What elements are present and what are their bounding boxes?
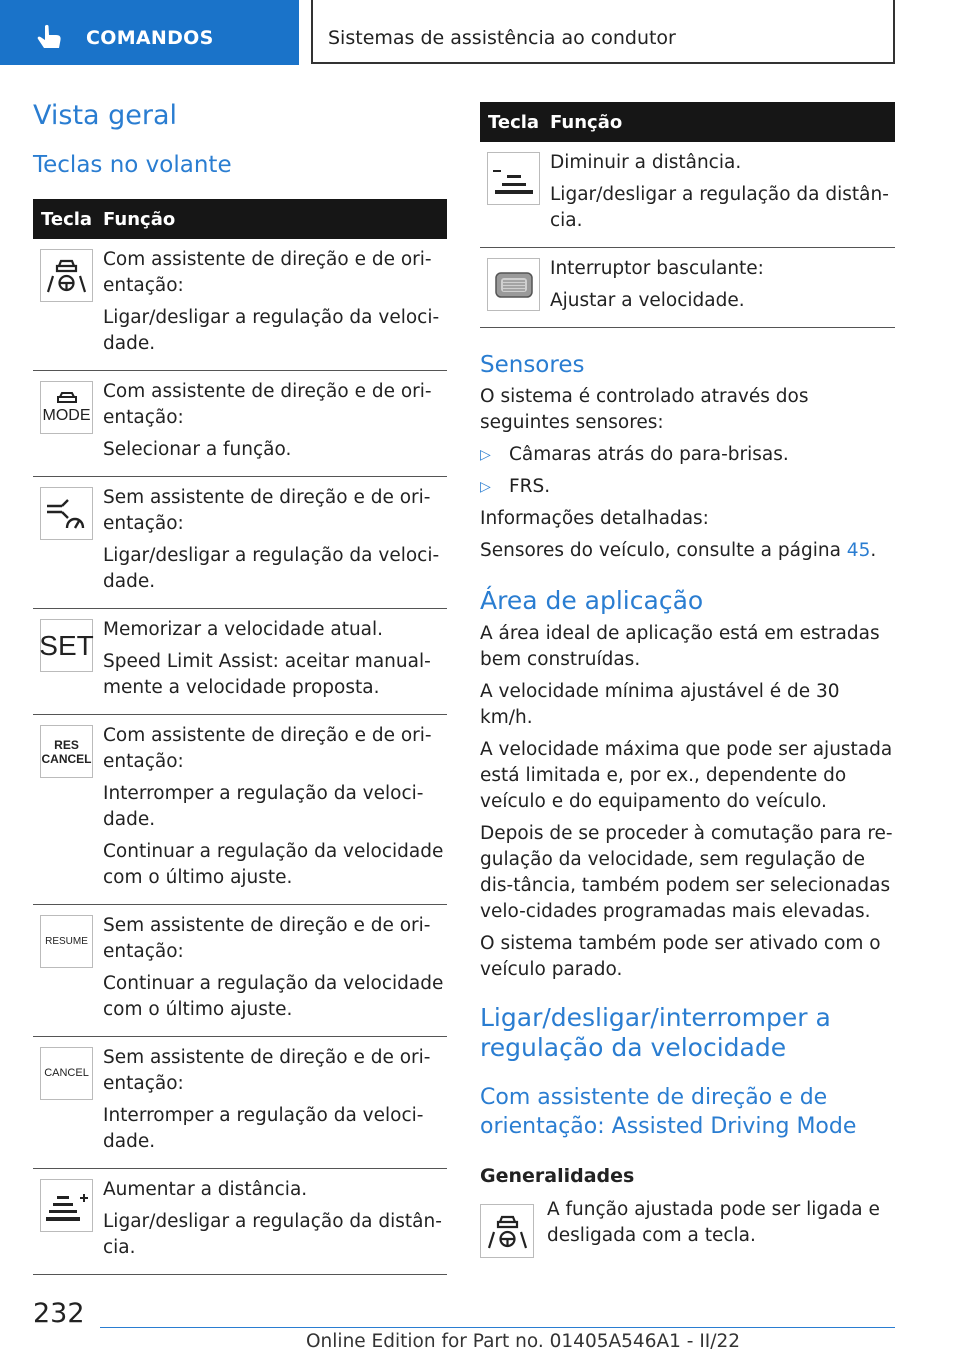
keys-table-continued — [480, 102, 895, 328]
row-text: Interruptor basculante: — [550, 258, 764, 279]
speed-control-icon — [40, 487, 93, 540]
chapter-title: Sistemas de assistência ao condutor — [328, 27, 676, 49]
sensors-list — [480, 442, 895, 500]
row-text: Ajustar a velocidade. — [550, 290, 745, 311]
row-text: Diminuir a distância. — [550, 152, 742, 173]
distance-minus-icon — [487, 152, 540, 205]
keys-table — [33, 199, 447, 1275]
area-paragraph: O sistema também pode ser ativado com o veículo parado. — [480, 933, 881, 980]
row-text: Com assistente de direção e de ori-entação: — [103, 249, 432, 296]
page-number: 232 — [33, 1298, 85, 1329]
section-label: COMANDOS — [86, 27, 214, 49]
area-heading: Área de aplicação — [480, 586, 704, 615]
hand-pointer-icon — [36, 24, 64, 50]
row-text: Interromper a regulação da veloci-dade. — [103, 783, 424, 830]
toggle-heading: Ligar/desligar/interromper a regulação da velocidade — [480, 1003, 831, 1062]
page-link[interactable]: 45 — [846, 540, 871, 561]
list-item: ▷ Câmaras atrás do para-brisas. — [480, 442, 895, 468]
steering-assist-icon — [480, 1204, 534, 1258]
area-paragraph: A velocidade máxima que pode ser ajustada está limitada e, por ex., dependente do veículo e do equipamento do veículo. — [480, 739, 893, 812]
sensors-intro: O sistema é controlado através dos seguintes sensores: — [480, 386, 809, 433]
row-text: Ligar/desligar a regulação da distân-cia. — [103, 1211, 442, 1258]
left-column — [33, 100, 447, 1275]
list-item: ▷ FRS. — [480, 474, 895, 500]
table-header-function: Função — [550, 102, 895, 142]
res-cancel-key-icon: RES CANCEL — [40, 725, 93, 778]
sensors-reference: Sensores do veículo, consulte a página 45. — [480, 540, 877, 561]
row-text: Speed Limit Assist: aceitar manual-mente a velocidade proposta. — [103, 651, 431, 698]
toggle-subheading: Com assistente de direção e de orientação: Assisted Driving Mode — [480, 1085, 857, 1139]
edition-text: Online Edition for Part no. 01405A546A1 - II/22 — [306, 1331, 741, 1352]
table-header-row — [33, 199, 447, 239]
table-header-row — [480, 102, 895, 142]
cancel-key-icon: CANCEL — [40, 1047, 93, 1100]
steering-assist-icon — [40, 249, 93, 302]
section-tab — [0, 0, 299, 65]
row-text: Memorizar a velocidade atual. — [103, 619, 384, 640]
row-text: Com assistente de direção e de ori-entação: — [103, 381, 432, 428]
right-column — [480, 102, 895, 1258]
table-row — [33, 609, 447, 715]
footer-divider — [100, 1327, 895, 1328]
table-row — [33, 1037, 447, 1169]
table-header-key: Tecla — [33, 199, 103, 239]
area-paragraph: Depois de se proceder à comutação para re-gulação da velocidade, sem regulação de dis-tância, também podem ser selecionadas velo-cidades programadas mais elevadas. — [480, 823, 893, 922]
sensors-heading: Sensores — [480, 352, 585, 378]
general-block — [480, 1197, 895, 1258]
area-paragraph: A área ideal de aplicação está em estradas bem construídas. — [480, 623, 880, 670]
table-row — [480, 142, 895, 248]
general-text: A função ajustada pode ser ligada e desligada com a tecla. — [547, 1199, 880, 1246]
row-text: Continuar a regulação da velocidade com o último ajuste. — [103, 973, 444, 1020]
table-row — [480, 248, 895, 328]
details-label: Informações detalhadas: — [480, 508, 709, 529]
section-subtitle: Teclas no volante — [33, 152, 232, 178]
page-title: Vista geral — [33, 100, 178, 131]
table-row — [33, 715, 447, 905]
distance-plus-icon — [40, 1179, 93, 1232]
row-text: Com assistente de direção e de ori-entação: — [103, 725, 432, 772]
row-text: Ligar/desligar a regulação da distân-cia. — [550, 184, 889, 231]
row-text: Sem assistente de direção e de ori-entação: — [103, 1047, 431, 1094]
row-text: Selecionar a função. — [103, 439, 292, 460]
row-text: Sem assistente de direção e de ori-entação: — [103, 915, 431, 962]
table-row — [33, 1169, 447, 1275]
table-row — [33, 371, 447, 477]
set-key-icon: SET — [40, 619, 93, 672]
resume-key-icon: RESUME — [40, 915, 93, 968]
row-text: Sem assistente de direção e de ori-entação: — [103, 487, 431, 534]
generalities-heading: Generalidades — [480, 1165, 635, 1187]
rocker-switch-icon — [487, 258, 540, 311]
table-row — [33, 477, 447, 609]
row-text: Continuar a regulação da velocidade com o último ajuste. — [103, 841, 444, 888]
table-row — [33, 905, 447, 1037]
row-text: Ligar/desligar a regulação da veloci-dade. — [103, 545, 440, 592]
row-text: Ligar/desligar a regulação da veloci-dade. — [103, 307, 440, 354]
chapter-header — [311, 0, 895, 64]
table-header-function: Função — [103, 199, 447, 239]
mode-key-icon: MODE — [40, 381, 93, 434]
table-row — [33, 239, 447, 371]
area-paragraph: A velocidade mínima ajustável é de 30 km/h. — [480, 681, 840, 728]
row-text: Aumentar a distância. — [103, 1179, 308, 1200]
row-text: Interromper a regulação da veloci-dade. — [103, 1105, 424, 1152]
table-header-key: Tecla — [480, 102, 550, 142]
